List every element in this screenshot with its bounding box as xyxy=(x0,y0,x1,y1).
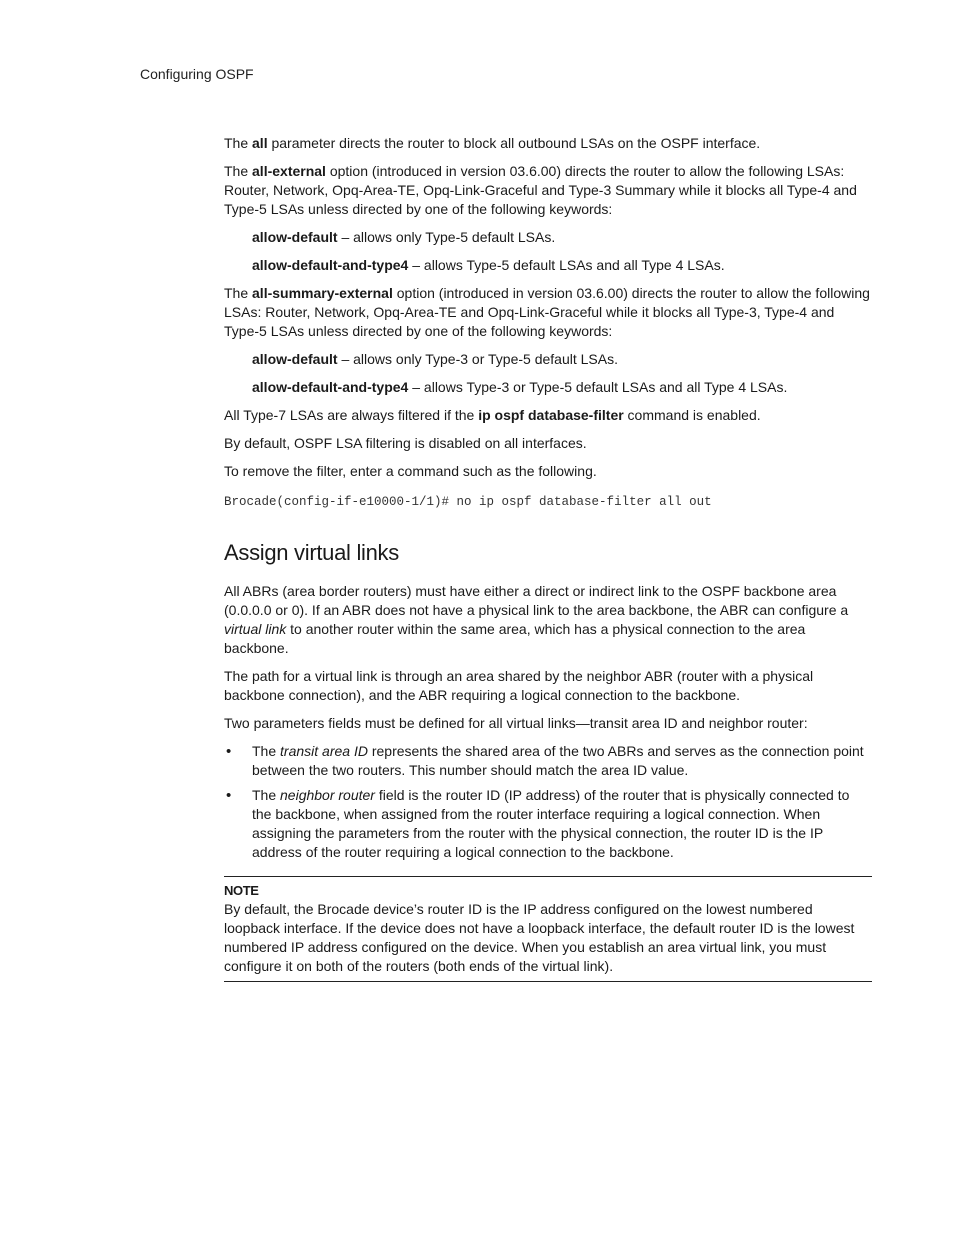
paragraph-two-parameters: Two parameters fields must be defined for all virtual links—transit area ID and neighbor router: xyxy=(224,715,808,731)
keyword-item-allow-default: allow-default – allows only Type-5 default LSAs. xyxy=(252,229,556,245)
keyword-all-external: all-external xyxy=(252,163,326,179)
keyword-all-summary-external: all-summary-external xyxy=(252,285,393,301)
paragraph-all-external: The all-external option (introduced in version 03.6.00) directs the router to allow the following LSAs: Router, Network, Opq-Area-TE, Opq-Link-Graceful and Type-3 Summary while it blocks all Type-4 and Type-5 LSAs unless directed by one of the following keywords: xyxy=(224,163,857,217)
keyword-item-allow-default-2: allow-default – allows only Type-3 or Type-5 default LSAs. xyxy=(252,351,618,367)
bullet-icon: • xyxy=(226,787,232,804)
paragraph-remove-filter: To remove the filter, enter a command such as the following. xyxy=(224,463,597,479)
list-item: • The transit area ID represents the shared area of the two ABRs and serves as the connection point between the two routers. This number should match the area ID value. xyxy=(226,743,864,778)
paragraph-type7: All Type-7 LSAs are always filtered if the ip ospf database-filter command is enabled. xyxy=(224,407,761,423)
parameter-list xyxy=(224,742,872,862)
keyword-all: all xyxy=(252,135,268,151)
paragraph-all-summary-external: The all-summary-external option (introduced in version 03.6.00) directs the router to allow the following LSAs: Router, Network, Opq-Area-TE and Opq-Link-Graceful while it blocks all Type-3, Type-4 and Type-5 LSAs unless directed by one of the following keywords: xyxy=(224,285,870,339)
note-text: By default, the Brocade device’s router ID is the IP address configured on the lowest numbered loopback interface. If the device does not have a loopback interface, the default router ID is the lowest numbered IP address configured on the device. When you establish an area virtual link, you must configure it on both of the routers (both ends of the virtual link). xyxy=(224,901,855,974)
page-content xyxy=(224,134,872,982)
keyword-item-allow-default-and-type4-2: allow-default-and-type4 – allows Type-3 or Type-5 default LSAs and all Type 4 LSAs. xyxy=(252,379,788,395)
paragraph-default-filtering: By default, OSPF LSA filtering is disabled on all interfaces. xyxy=(224,435,587,451)
paragraph-abrs: All ABRs (area border routers) must have either a direct or indirect link to the OSPF backbone area (0.0.0.0 or 0). If an ABR does not have a physical link to the area backbone, the ABR can configure a virtual link to another router within the same area, which has a physical connection to the area backbone. xyxy=(224,583,849,656)
bullet-icon: • xyxy=(226,743,232,760)
term-virtual-link: virtual link xyxy=(224,621,287,637)
list-item: • The neighbor router field is the router ID (IP address) of the router that is physically connected to the backbone, when assigned from the router interface requiring a logical connection. When assigning the parameters from the router with the physical connection, the router ID is the IP address of the router requiring a logical connection to the backbone. xyxy=(226,787,850,860)
keyword-item-allow-default-and-type4: allow-default-and-type4 – allows Type-5 default LSAs and all Type 4 LSAs. xyxy=(252,257,725,273)
paragraph-all-parameter: The all parameter directs the router to block all outbound LSAs on the OSPF interface. xyxy=(224,135,761,151)
note-label: NOTE xyxy=(224,883,259,898)
running-header: Configuring OSPF xyxy=(140,66,254,82)
note-box xyxy=(224,876,872,982)
section-heading: Assign virtual links xyxy=(224,540,399,565)
code-example: Brocade(config-if-e10000-1/1)# no ip ospf database-filter all out xyxy=(224,495,712,509)
command-ip-ospf-database-filter: ip ospf database-filter xyxy=(478,407,624,423)
paragraph-virtual-link-path: The path for a virtual link is through an area shared by the neighbor ABR (router with a physical backbone connection), and the ABR requiring a logical connection to the backbone. xyxy=(224,668,814,703)
